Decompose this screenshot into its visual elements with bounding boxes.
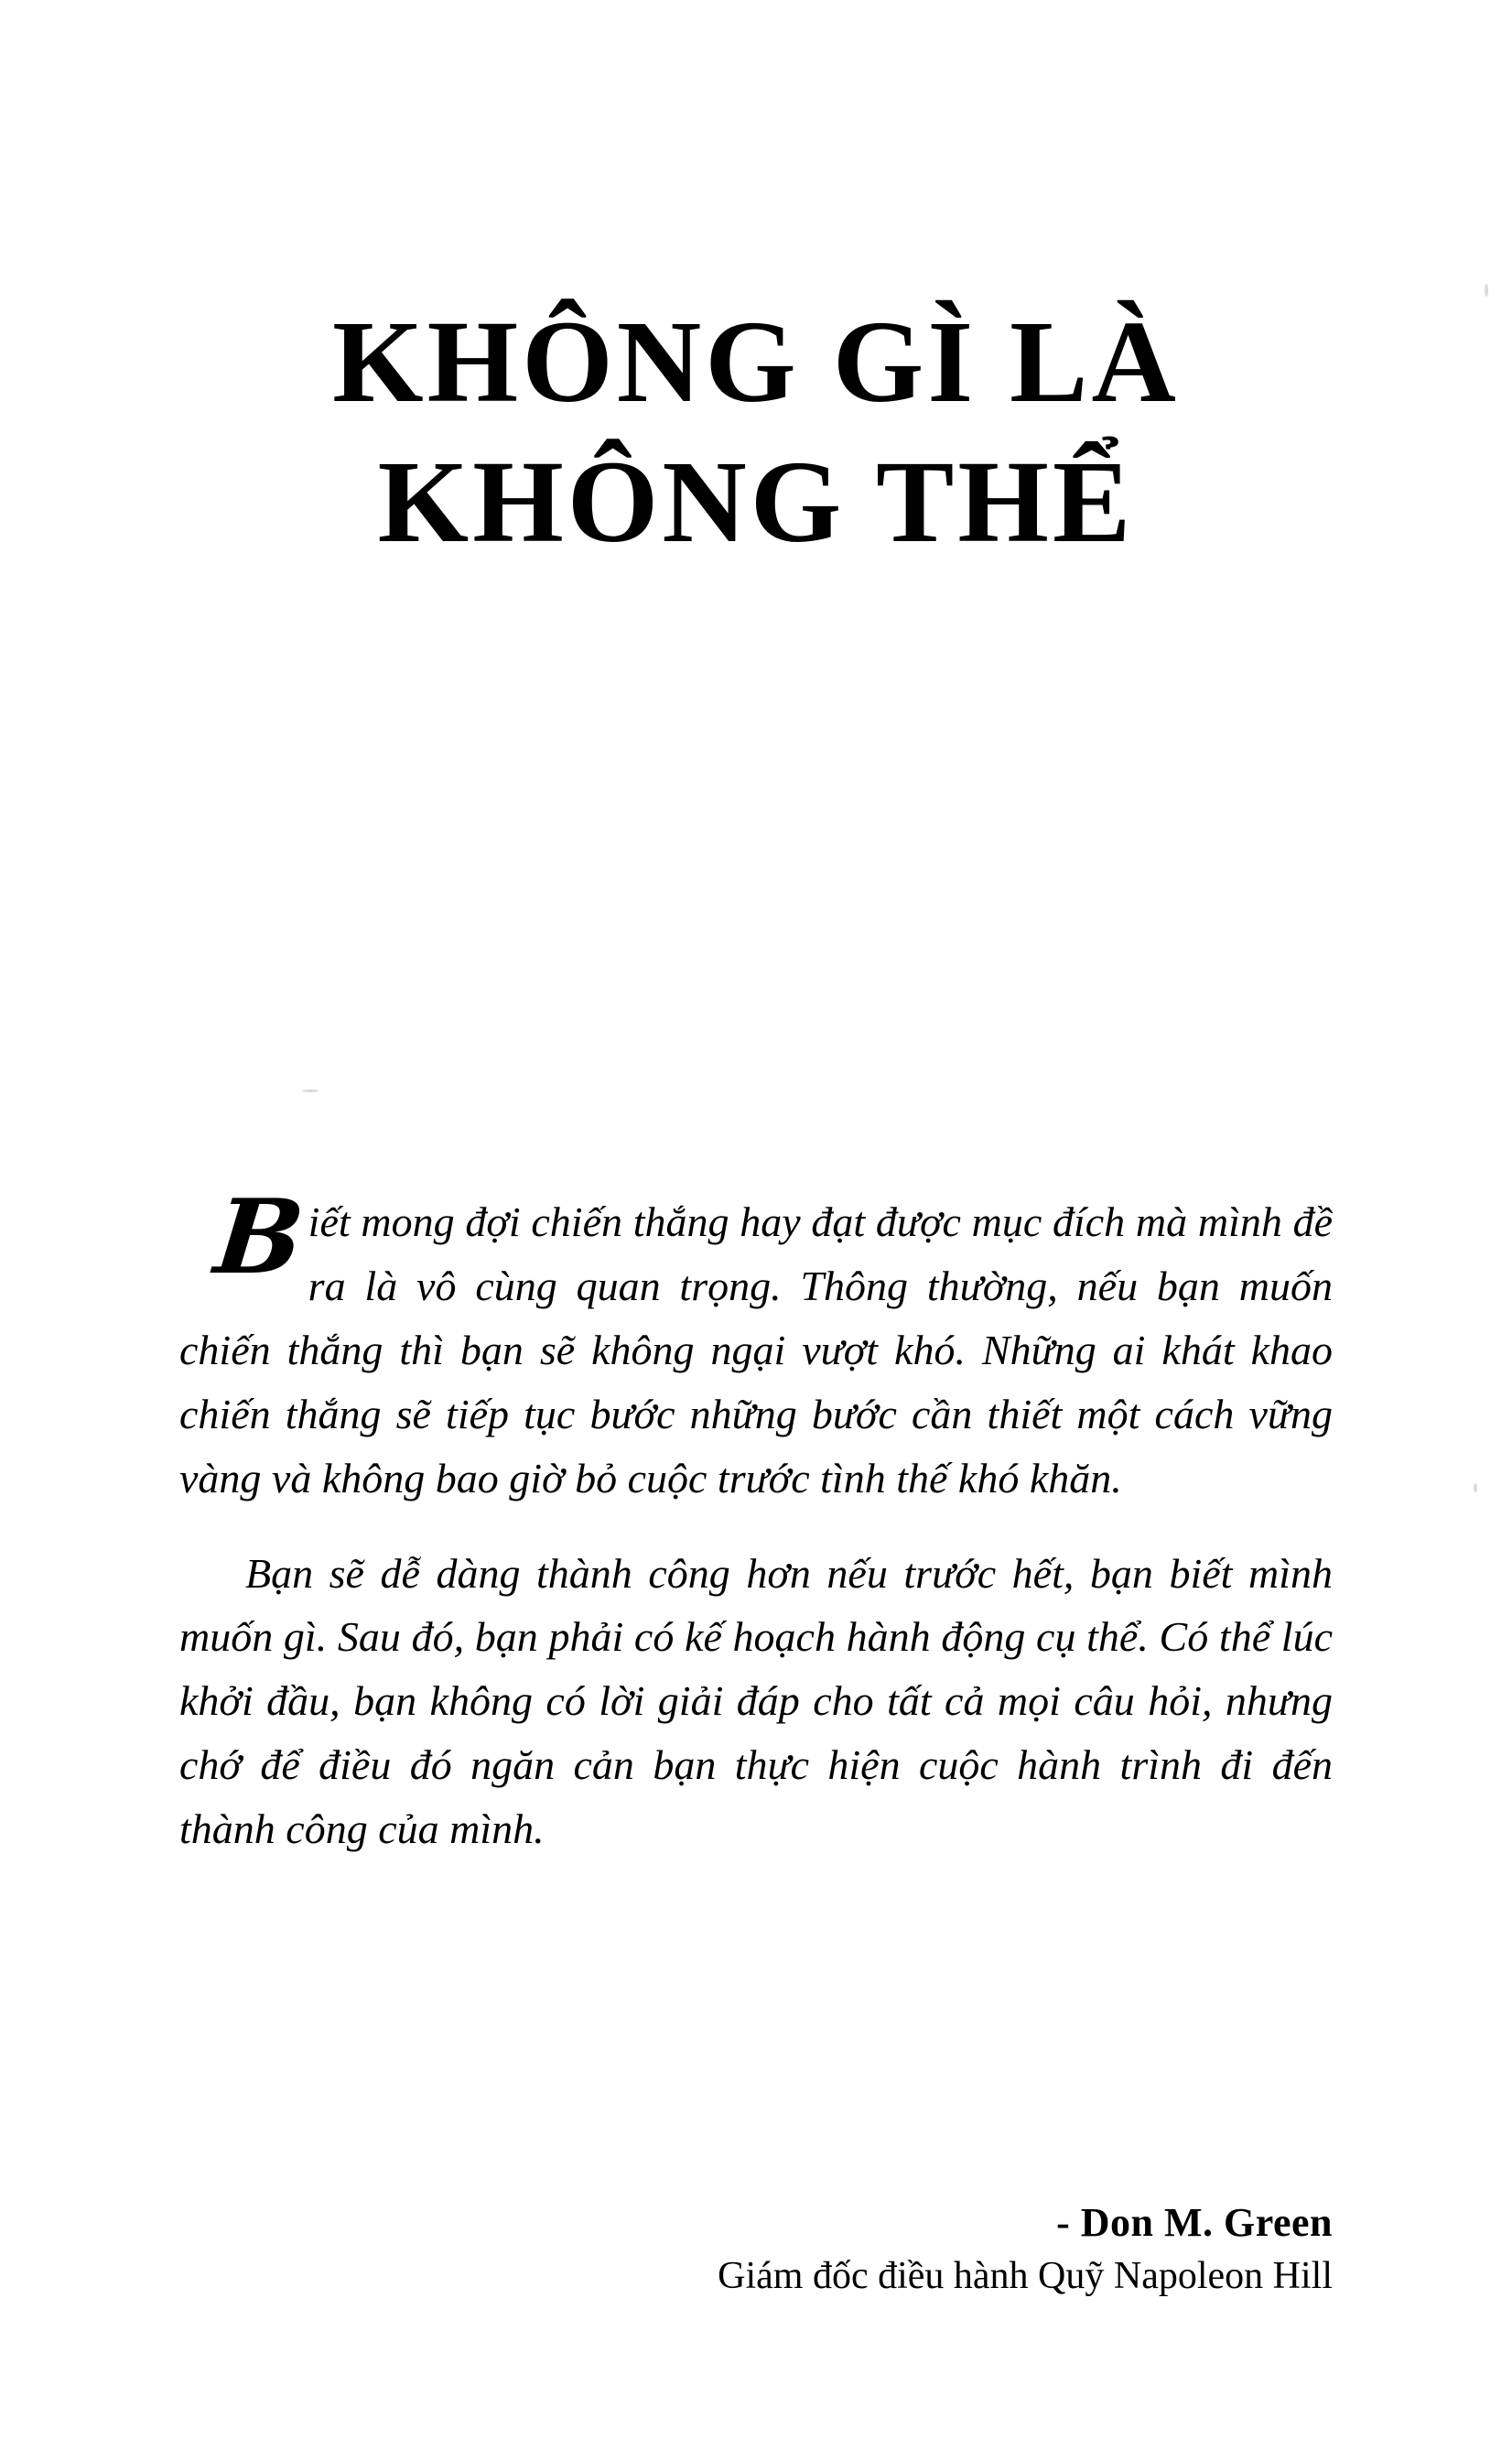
drop-cap: B — [210, 1177, 309, 1297]
attribution-role: Giám đốc điều hành Quỹ Napoleon Hill — [718, 2255, 1333, 2297]
paragraph-1-text: iết mong đợi chiến thắng hay đạt được mục đích mà mình đề ra là vô cùng quan trọng. Thông thường, nếu bạn muốn chiến thắng thì bạn sẽ không ngại vượt khó. Những ai khát khao chiến thắng sẽ tiếp tục bước những bước cần thiết một cách vững vàng và không bao giờ bỏ cuộc trước tình thế khó khăn. — [179, 1198, 1333, 1501]
scan-speckle — [302, 1089, 319, 1092]
scan-speckle — [1474, 1483, 1477, 1492]
paragraph-1 — [179, 1177, 1333, 1511]
page-title — [0, 297, 1512, 567]
scan-speckle — [1485, 284, 1488, 297]
title-line-2: KHÔNG THỂ — [377, 436, 1135, 567]
attribution — [179, 2197, 1333, 2302]
title-line-1: KHÔNG GÌ LÀ — [332, 297, 1180, 427]
body-text — [179, 1177, 1333, 1892]
attribution-name: - Don M. Green — [1056, 2200, 1333, 2245]
paragraph-2: Bạn sẽ dễ dàng thành công hơn nếu trước hết, bạn biết mình muốn gì. Sau đó, bạn phải có kế hoạch hành động cụ thể. Có thể lúc khởi đầu, bạn không có lời giải đáp cho tất cả mọi câu hỏi, nhưng chớ để điều đó ngăn cản bạn thực hiện cuộc hành trình đi đến thành công của mình. — [179, 1549, 1333, 1853]
